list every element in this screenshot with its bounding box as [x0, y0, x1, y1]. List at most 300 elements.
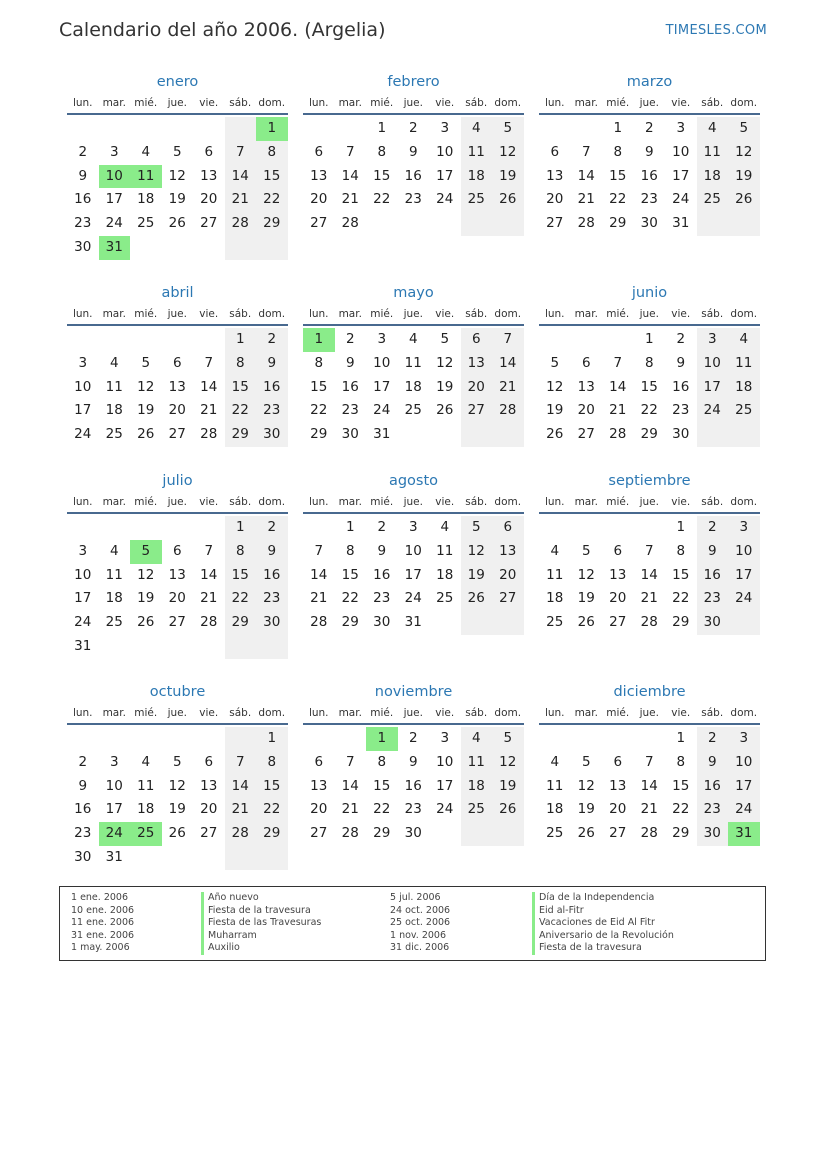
day-cell-empty: [335, 117, 367, 141]
day-cell: 31: [74, 637, 92, 654]
day-cell: 10: [404, 542, 422, 559]
day-cell: 17: [105, 191, 123, 208]
day-cell: 6: [613, 542, 623, 559]
day-cell: 24: [105, 215, 123, 232]
day-cell: 28: [640, 614, 658, 631]
day-cell-empty: [697, 423, 729, 447]
weekday-label: dom.: [730, 97, 758, 109]
day-cell: 15: [609, 167, 627, 184]
day-cell: 28: [341, 825, 359, 842]
day-cell: 27: [200, 215, 218, 232]
day-cell: 28: [225, 212, 257, 236]
day-cell: 26: [492, 188, 524, 212]
weekday-label: dom.: [494, 707, 522, 719]
day-cell-empty: [303, 727, 335, 751]
weekday-label: vie.: [435, 97, 455, 109]
day-cell: 31: [728, 822, 760, 846]
legend-holiday-name: Fiesta de las Travesuras: [201, 917, 321, 930]
day-cell: 30: [640, 215, 658, 232]
day-cell-empty: [162, 236, 194, 260]
legend-holiday-name: Día de la Independencia: [532, 892, 674, 905]
day-cell: 20: [609, 801, 627, 818]
weekday-label: mar.: [574, 308, 598, 320]
weekday-label: jue.: [403, 97, 423, 109]
weekday-label: lun.: [72, 308, 93, 320]
day-cell-empty: [602, 516, 634, 540]
month-mayo: [303, 282, 524, 447]
day-cell: 20: [492, 564, 524, 588]
weekday-header: [539, 703, 760, 725]
day-cell: 7: [204, 542, 214, 559]
day-cell: 30: [74, 238, 92, 255]
weekday-label: dom.: [258, 707, 286, 719]
weekday-header: [303, 304, 524, 326]
day-cell: 16: [74, 801, 92, 818]
day-cell: 28: [341, 215, 359, 232]
day-cell: 19: [168, 801, 186, 818]
day-cell: 13: [461, 352, 493, 376]
day-cell-empty: [634, 516, 666, 540]
day-cell: 13: [310, 777, 328, 794]
day-cell: 14: [640, 566, 658, 583]
day-cell: 7: [644, 753, 654, 770]
day-cell: 8: [345, 542, 355, 559]
day-cell-empty: [602, 727, 634, 751]
day-cell: 30: [74, 848, 92, 865]
day-cell-empty: [130, 328, 162, 352]
day-grid: [67, 516, 288, 659]
day-cell: 6: [172, 354, 182, 371]
day-cell-empty: [130, 635, 162, 659]
month-octubre: [67, 681, 288, 870]
day-cell: 18: [697, 165, 729, 189]
weekday-label: mar.: [338, 308, 362, 320]
legend-holiday-name: Fiesta de la travesura: [532, 942, 674, 955]
day-cell-empty: [99, 516, 131, 540]
day-cell: 11: [697, 141, 729, 165]
day-cell: 31: [672, 215, 690, 232]
legend-date: 1 nov. 2006: [390, 929, 446, 941]
day-cell: 25: [130, 822, 162, 846]
day-cell-empty: [697, 212, 729, 236]
day-cell: 29: [256, 822, 288, 846]
day-cell: 9: [697, 751, 729, 775]
day-cell: 5: [492, 117, 524, 141]
weekday-label: sáb.: [465, 707, 488, 719]
day-cell: 2: [408, 120, 418, 136]
day-cell: 10: [728, 751, 760, 775]
day-cell: 5: [141, 354, 151, 371]
day-cell: 20: [310, 191, 328, 208]
day-cell: 6: [613, 753, 623, 770]
day-cell: 14: [200, 378, 218, 395]
day-cell: 27: [310, 215, 328, 232]
day-cell: 22: [225, 587, 257, 611]
day-cell: 2: [644, 120, 654, 136]
day-cell: 27: [609, 614, 627, 631]
weekday-label: jue.: [403, 707, 423, 719]
legend-date: 1 ene. 2006: [71, 892, 128, 903]
day-cell-empty: [130, 846, 162, 870]
day-cell-empty: [634, 727, 666, 751]
day-cell: 18: [461, 165, 493, 189]
day-cell: 14: [640, 777, 658, 794]
day-grid: [303, 727, 524, 846]
weekday-label: jue.: [639, 97, 659, 109]
weekday-label: mar.: [338, 707, 362, 719]
day-cell: 24: [697, 399, 729, 423]
day-cell: 21: [341, 191, 359, 208]
day-cell-empty: [571, 117, 603, 141]
day-cell: 28: [492, 399, 524, 423]
day-cell: 12: [577, 777, 595, 794]
day-cell: 4: [109, 542, 119, 559]
day-cell: 5: [728, 117, 760, 141]
day-cell-empty: [193, 328, 225, 352]
weekday-label: sáb.: [229, 496, 252, 508]
day-cell: 1: [377, 120, 387, 136]
day-cell: 25: [728, 399, 760, 423]
day-cell: 22: [256, 798, 288, 822]
weekday-label: vie.: [435, 308, 455, 320]
weekday-label: vie.: [435, 707, 455, 719]
day-cell: 2: [256, 328, 288, 352]
day-cell-empty: [256, 846, 288, 870]
day-cell: 5: [130, 540, 162, 564]
weekday-label: mié.: [370, 97, 394, 109]
day-cell: 18: [105, 590, 123, 607]
day-cell: 5: [172, 143, 182, 160]
month-name: febrero: [387, 74, 440, 90]
weekday-label: dom.: [258, 496, 286, 508]
day-cell: 25: [404, 402, 422, 419]
day-cell: 22: [310, 402, 328, 419]
day-cell: 20: [168, 590, 186, 607]
day-cell: 12: [137, 566, 155, 583]
day-cell: 4: [728, 328, 760, 352]
day-cell: 30: [404, 825, 422, 842]
day-cell: 3: [697, 328, 729, 352]
day-cell: 8: [613, 143, 623, 160]
day-cell: 27: [168, 614, 186, 631]
day-cell: 8: [644, 354, 654, 371]
day-cell-empty: [335, 727, 367, 751]
day-cell: 1: [225, 516, 257, 540]
day-cell: 23: [697, 798, 729, 822]
day-cell: 21: [640, 590, 658, 607]
day-cell: 25: [461, 798, 493, 822]
day-cell: 2: [78, 753, 88, 770]
day-cell: 22: [256, 188, 288, 212]
day-cell: 29: [225, 611, 257, 635]
day-cell: 30: [697, 822, 729, 846]
day-cell: 9: [377, 542, 387, 559]
weekday-label: vie.: [199, 97, 219, 109]
day-cell-empty: [193, 727, 225, 751]
day-cell: 22: [373, 191, 391, 208]
day-cell-empty: [461, 822, 493, 846]
day-cell: 13: [200, 167, 218, 184]
day-cell: 8: [256, 141, 288, 165]
page-title: Calendario del año 2006. (Argelia): [59, 19, 386, 41]
day-cell: 31: [404, 614, 422, 631]
day-cell: 19: [461, 564, 493, 588]
weekday-label: lun.: [308, 308, 329, 320]
day-cell: 3: [109, 143, 119, 160]
day-cell: 15: [256, 775, 288, 799]
weekday-label: lun.: [308, 707, 329, 719]
day-cell: 14: [225, 775, 257, 799]
day-cell: 22: [373, 801, 391, 818]
day-cell: 8: [377, 143, 387, 160]
month-name: julio: [162, 473, 193, 489]
day-cell: 20: [546, 191, 564, 208]
day-cell-empty: [162, 727, 194, 751]
day-cell-empty: [303, 117, 335, 141]
weekday-label: lun.: [544, 496, 565, 508]
day-cell-empty: [571, 516, 603, 540]
day-cell: 21: [577, 191, 595, 208]
day-cell: 6: [204, 753, 214, 770]
day-cell-empty: [225, 727, 257, 751]
day-cell: 21: [492, 376, 524, 400]
legend-date: 31 ene. 2006: [71, 929, 135, 941]
day-cell-empty: [728, 212, 760, 236]
day-cell: 14: [310, 566, 328, 583]
day-cell: 16: [640, 167, 658, 184]
day-cell: 19: [728, 165, 760, 189]
day-cell-empty: [571, 328, 603, 352]
day-cell: 26: [137, 426, 155, 443]
day-cell-empty: [602, 328, 634, 352]
day-grid: [303, 328, 524, 447]
day-cell: 14: [341, 777, 359, 794]
weekday-label: sáb.: [701, 707, 724, 719]
day-cell: 20: [310, 801, 328, 818]
day-cell-empty: [461, 611, 493, 635]
day-cell: 10: [436, 143, 454, 160]
day-cell: 22: [672, 590, 690, 607]
day-cell: 20: [577, 402, 595, 419]
legend-names-col-1: [201, 892, 321, 955]
day-cell: 26: [436, 402, 454, 419]
day-cell: 8: [676, 753, 686, 770]
day-cell: 7: [613, 354, 623, 371]
day-cell: 5: [440, 331, 450, 347]
day-cell: 30: [256, 423, 288, 447]
day-cell: 17: [404, 566, 422, 583]
day-cell: 11: [130, 165, 162, 189]
day-cell: 18: [137, 801, 155, 818]
day-cell: 25: [105, 426, 123, 443]
day-cell: 28: [577, 215, 595, 232]
day-cell-empty: [539, 516, 571, 540]
day-cell: 20: [609, 590, 627, 607]
weekday-label: mar.: [574, 707, 598, 719]
day-cell-empty: [398, 212, 430, 236]
day-cell: 10: [74, 566, 92, 583]
day-cell: 30: [697, 611, 729, 635]
weekday-label: mié.: [370, 496, 394, 508]
day-cell: 21: [640, 801, 658, 818]
day-cell: 19: [137, 402, 155, 419]
day-cell-empty: [67, 516, 99, 540]
day-cell: 20: [200, 191, 218, 208]
day-cell: 24: [99, 822, 131, 846]
month-junio: [539, 282, 760, 447]
day-cell: 5: [581, 753, 591, 770]
month-name: enero: [156, 74, 199, 90]
weekday-label: sáb.: [465, 308, 488, 320]
day-cell: 25: [461, 188, 493, 212]
day-cell: 10: [697, 352, 729, 376]
weekday-label: jue.: [639, 496, 659, 508]
day-grid: [539, 117, 760, 236]
day-cell: 23: [256, 587, 288, 611]
day-cell: 18: [546, 590, 564, 607]
day-cell: 7: [314, 542, 324, 559]
day-cell: 26: [168, 215, 186, 232]
day-cell: 19: [546, 402, 564, 419]
weekday-label: sáb.: [465, 97, 488, 109]
day-cell: 16: [256, 564, 288, 588]
day-cell: 21: [341, 801, 359, 818]
day-cell: 12: [546, 378, 564, 395]
day-cell-empty: [303, 516, 335, 540]
month-abril: [67, 282, 288, 447]
day-cell: 15: [640, 378, 658, 395]
day-cell: 7: [345, 753, 355, 770]
day-cell: 10: [436, 753, 454, 770]
day-cell: 10: [74, 378, 92, 395]
day-cell: 14: [577, 167, 595, 184]
legend-holiday-name: Año nuevo: [201, 892, 321, 905]
day-cell-empty: [461, 212, 493, 236]
month-agosto: [303, 470, 524, 635]
day-cell: 15: [373, 777, 391, 794]
legend-holiday-name: Eid al-Fitr: [532, 905, 674, 918]
day-cell: 17: [728, 775, 760, 799]
day-cell: 31: [99, 236, 131, 260]
day-cell: 23: [256, 399, 288, 423]
day-cell: 3: [440, 120, 450, 136]
day-cell: 24: [672, 191, 690, 208]
day-cell: 8: [377, 753, 387, 770]
day-cell-empty: [225, 846, 257, 870]
legend-date: 5 jul. 2006: [390, 892, 441, 903]
day-cell: 30: [341, 426, 359, 443]
day-cell: 9: [697, 540, 729, 564]
day-cell-empty: [67, 328, 99, 352]
day-cell: 11: [105, 566, 123, 583]
day-cell-empty: [130, 236, 162, 260]
day-cell: 1: [366, 727, 398, 751]
legend-holiday-name: Vacaciones de Eid Al Fitr: [532, 917, 674, 930]
day-cell-empty: [492, 212, 524, 236]
legend-date: 11 ene. 2006: [71, 917, 135, 928]
day-cell-empty: [728, 611, 760, 635]
day-cell: 9: [676, 354, 686, 371]
day-cell: 10: [105, 777, 123, 794]
day-cell: 25: [546, 825, 564, 842]
day-cell-empty: [99, 328, 131, 352]
weekday-label: dom.: [730, 308, 758, 320]
day-cell: 29: [609, 215, 627, 232]
weekday-label: vie.: [671, 308, 691, 320]
day-cell: 14: [225, 165, 257, 189]
day-cell: 26: [137, 614, 155, 631]
weekday-label: lun.: [544, 97, 565, 109]
day-cell: 29: [225, 423, 257, 447]
day-cell: 13: [168, 566, 186, 583]
weekday-header: [303, 703, 524, 725]
day-cell: 23: [672, 402, 690, 419]
day-cell-empty: [429, 822, 461, 846]
day-cell: 5: [581, 542, 591, 559]
day-cell: 10: [728, 540, 760, 564]
day-cell: 6: [461, 328, 493, 352]
day-cell: 13: [168, 378, 186, 395]
day-grid: [539, 727, 760, 846]
day-cell: 4: [408, 331, 418, 347]
day-cell: 19: [577, 590, 595, 607]
day-cell: 28: [200, 614, 218, 631]
day-cell: 13: [200, 777, 218, 794]
day-cell-empty: [193, 635, 225, 659]
day-cell: 27: [310, 825, 328, 842]
day-cell: 28: [225, 822, 257, 846]
day-cell: 23: [74, 215, 92, 232]
day-cell: 9: [644, 143, 654, 160]
day-cell: 31: [373, 426, 391, 443]
day-cell-empty: [398, 423, 430, 447]
day-cell: 4: [440, 519, 450, 535]
day-cell: 11: [546, 566, 564, 583]
day-cell: 26: [546, 426, 564, 443]
day-cell: 21: [200, 402, 218, 419]
weekday-label: mar.: [338, 496, 362, 508]
day-cell: 7: [345, 143, 355, 160]
day-cell: 12: [728, 141, 760, 165]
day-cell-empty: [130, 727, 162, 751]
brand-link[interactable]: TIMESLES.COM: [665, 23, 767, 38]
day-cell: 25: [697, 188, 729, 212]
month-name: agosto: [388, 473, 439, 489]
day-cell: 14: [492, 352, 524, 376]
day-cell: 29: [373, 825, 391, 842]
weekday-label: vie.: [199, 496, 219, 508]
weekday-label: sáb.: [229, 707, 252, 719]
day-cell-empty: [162, 846, 194, 870]
day-cell: 6: [550, 143, 560, 160]
day-cell: 24: [404, 590, 422, 607]
day-cell: 26: [492, 798, 524, 822]
weekday-label: mar.: [574, 496, 598, 508]
month-marzo: [539, 71, 760, 236]
day-cell: 16: [373, 566, 391, 583]
day-cell: 24: [373, 402, 391, 419]
day-cell: 27: [200, 825, 218, 842]
day-grid: [539, 516, 760, 635]
day-cell-empty: [429, 611, 461, 635]
day-cell: 17: [436, 167, 454, 184]
day-cell: 2: [408, 730, 418, 746]
day-cell: 17: [74, 590, 92, 607]
day-cell-empty: [193, 117, 225, 141]
day-cell: 16: [697, 564, 729, 588]
day-cell-empty: [67, 117, 99, 141]
day-cell: 9: [78, 777, 88, 794]
